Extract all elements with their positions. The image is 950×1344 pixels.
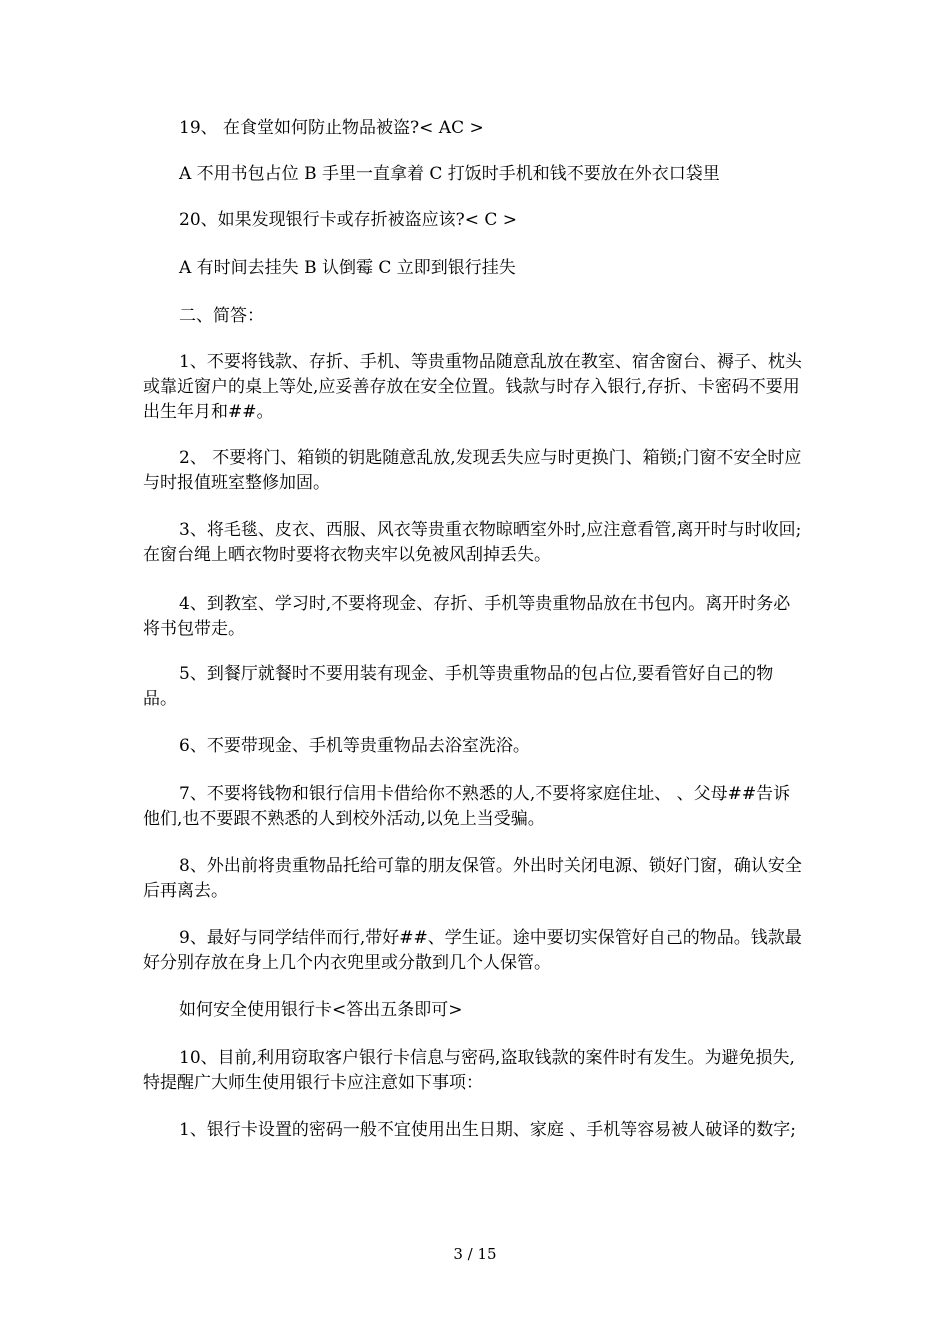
answer-item-1: 1、不要将钱款、存折、手机、等贵重物品随意乱放在教室、宿舍窗台、褥子、枕头或靠近窗户的桌上等处,应妥善存放在安全位置。钱款与时存入银行,存折、卡密码不要用出生年月和##。 xyxy=(143,352,802,422)
bank-card-tip-1: 1、银行卡设置的密码一般不宜使用出生日期、家庭 、手机等容易被人破译的数字; xyxy=(179,1120,796,1140)
answer-item-7: 7、不要将钱物和银行信用卡借给你不熟悉的人,不要将家庭住址、 、父母##告诉他们,也不要跟不熟悉的人到校外活动,以免上当受骗。 xyxy=(143,784,791,829)
subsection-heading: 如何安全使用银行卡<答出五条即可> xyxy=(179,1000,463,1020)
section-heading: 二、简答： xyxy=(179,306,264,326)
answer-item-5: 5、到餐厅就餐时不要用装有现金、手机等贵重物品的包占位,要看管好自己的物品。 xyxy=(143,664,774,709)
question-19-options: A 不用书包占位 B 手里一直拿着 C 打饭时手机和钱不要放在外衣口袋里 xyxy=(179,164,720,184)
answer-item-6: 6、不要带现金、手机等贵重物品去浴室洗浴。 xyxy=(179,736,530,756)
answer-item-8: 8、外出前将贵重物品托给可靠的朋友保管。外出时关闭电源、锁好门窗，确认安全后再离去。 xyxy=(143,856,802,901)
answer-item-3: 3、将毛毯、皮衣、西服、风衣等贵重衣物晾晒室外时,应注意看管,离开时与时收回;在窗台绳上晒衣物时要将衣物夹牢以免被风刮掉丢失。 xyxy=(143,520,802,565)
answer-item-9: 9、最好与同学结伴而行,带好##、学生证。途中要切实保管好自己的物品。钱款最好分别存放在身上几个内衣兜里或分散到几个人保管。 xyxy=(143,928,802,973)
question-20-options: A 有时间去挂失 B 认倒霉 C 立即到银行挂失 xyxy=(179,258,516,278)
question-19: 19、 在食堂如何防止物品被盗?< AC > xyxy=(179,118,484,138)
answer-item-4: 4、到教室、学习时,不要将现金、存折、手机等贵重物品放在书包内。离开时务必将书包带走。 xyxy=(143,594,791,639)
answer-item-2: 2、 不要将门、箱锁的钥匙随意乱放,发现丢失应与时更换门、箱锁;门窗不安全时应与时报值班室整修加固。 xyxy=(143,448,802,493)
question-20: 20、如果发现银行卡或存折被盗应该?< C > xyxy=(179,210,518,230)
answer-item-10: 10、目前,利用窃取客户银行卡信息与密码,盗取钱款的案件时有发生。为避免损失,特提醒广大师生使用银行卡应注意如下事项： xyxy=(143,1048,795,1093)
page-number: 3 / 15 xyxy=(453,1245,497,1263)
